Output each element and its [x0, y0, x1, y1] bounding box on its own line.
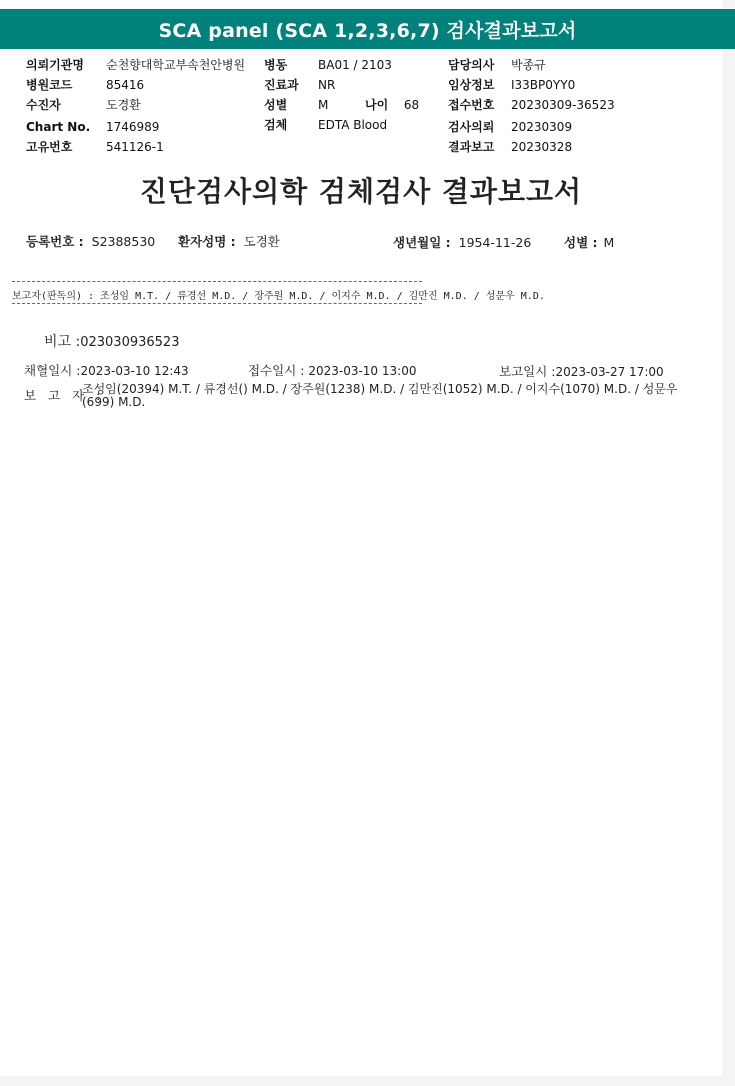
- value-result-report: 20230328: [511, 140, 573, 154]
- info-col3-values: [511, 55, 615, 157]
- label-birthdate: 생년월일 :: [393, 235, 451, 250]
- label-chart-no: Chart No.: [26, 120, 91, 134]
- value-note: 023030936523: [80, 335, 180, 350]
- birthdate-field: [393, 233, 531, 251]
- divider-top: [12, 281, 422, 282]
- info-col1: [26, 55, 90, 157]
- label-ward: 병동: [264, 58, 288, 72]
- value-report-time: 2023-03-27 17:00: [555, 365, 664, 379]
- label-specimen: 검체: [264, 118, 288, 132]
- value-patient-name: 도경환: [243, 234, 280, 249]
- value-registration: S2388530: [91, 234, 156, 249]
- label-reporter: 보 고 자 :: [24, 388, 105, 403]
- value-unique-no: 541126-1: [106, 140, 164, 154]
- value-receipt-no: 20230309-36523: [511, 98, 615, 112]
- note-field: [44, 331, 179, 351]
- report-title: 진단검사의학 검체검사 결과보고서: [139, 175, 583, 208]
- label-registration: 등록번호 :: [26, 234, 84, 249]
- label-result-report: 결과보고: [448, 140, 495, 154]
- value-patient: 도경환: [106, 98, 141, 112]
- collect-field: [24, 361, 189, 379]
- label-report-time: 보고일시 :: [499, 364, 556, 379]
- info-col2: [264, 55, 299, 135]
- value-clinical-info: I33BP0YY0: [511, 78, 576, 92]
- registration-field: [26, 232, 155, 250]
- label-clinical-info: 임상정보: [448, 78, 495, 92]
- label-doctor: 담당의사: [448, 58, 495, 72]
- patient-name-field: [178, 232, 280, 250]
- divider-bottom: [12, 303, 422, 304]
- label-collect-time: 채혈일시 :: [24, 363, 81, 378]
- receive-field: [248, 361, 416, 379]
- value-sex: M: [318, 98, 329, 112]
- value-test-request: 20230309: [511, 120, 573, 134]
- value-doctor: 박종규: [511, 58, 546, 72]
- label-hospital-code: 병원코드: [26, 78, 73, 92]
- value-department: NR: [318, 78, 336, 92]
- age-field: [365, 95, 419, 115]
- label-patient-name: 환자성명 :: [178, 234, 236, 249]
- label-patient: 수진자: [26, 98, 61, 112]
- label-sex: 성별: [264, 98, 288, 112]
- value-reporter: 조성임(20394) M.T. / 류경선() M.D. / 장주원(1238) M.D. / 김만진(1052) M.D. / 이지수(1070) M.D. / 성문우(699) M.D.: [82, 382, 678, 409]
- label-report-sex: 성별 :: [564, 235, 598, 250]
- report-time-field: [499, 362, 664, 380]
- label-note: 비고 :: [44, 334, 81, 350]
- value-institution: 순천향대학교부속천안병원: [106, 58, 246, 72]
- value-hospital-code: 85416: [106, 78, 145, 92]
- info-col3: [448, 55, 494, 157]
- value-report-sex: M: [603, 235, 615, 250]
- value-collect-time: 2023-03-10 12:43: [80, 364, 189, 378]
- reporters-line: 보고자(판독의) : 조성임 M.T. / 류경선 M.D. / 장주원 M.D. / 이지수 M.D. / 김만진 M.D. / 성문우 M.D.: [12, 291, 545, 302]
- report-header-title: SCA panel (SCA 1,2,3,6,7) 검사결과보고서: [158, 19, 577, 42]
- label-institution: 의뢰기관명: [26, 58, 84, 72]
- label-receive-time: 접수일시 :: [248, 363, 305, 378]
- report-header-bar: [0, 8, 735, 49]
- info-col1-values: [106, 55, 245, 157]
- label-age: 나이: [365, 98, 389, 112]
- value-receive-time: 2023-03-10 13:00: [308, 364, 417, 378]
- value-age: 68: [403, 98, 420, 112]
- label-unique-no: 고유번호: [26, 140, 73, 154]
- value-birthdate: 1954-11-26: [458, 235, 532, 250]
- value-ward: BA01 / 2103: [318, 58, 392, 72]
- label-department: 진료과: [264, 78, 299, 92]
- label-receipt-no: 접수번호: [448, 98, 495, 112]
- label-test-request: 검사의뢰: [448, 120, 495, 134]
- value-specimen: EDTA Blood: [318, 118, 388, 132]
- value-chart-no: 1746989: [106, 120, 160, 134]
- sex-field: [564, 233, 614, 251]
